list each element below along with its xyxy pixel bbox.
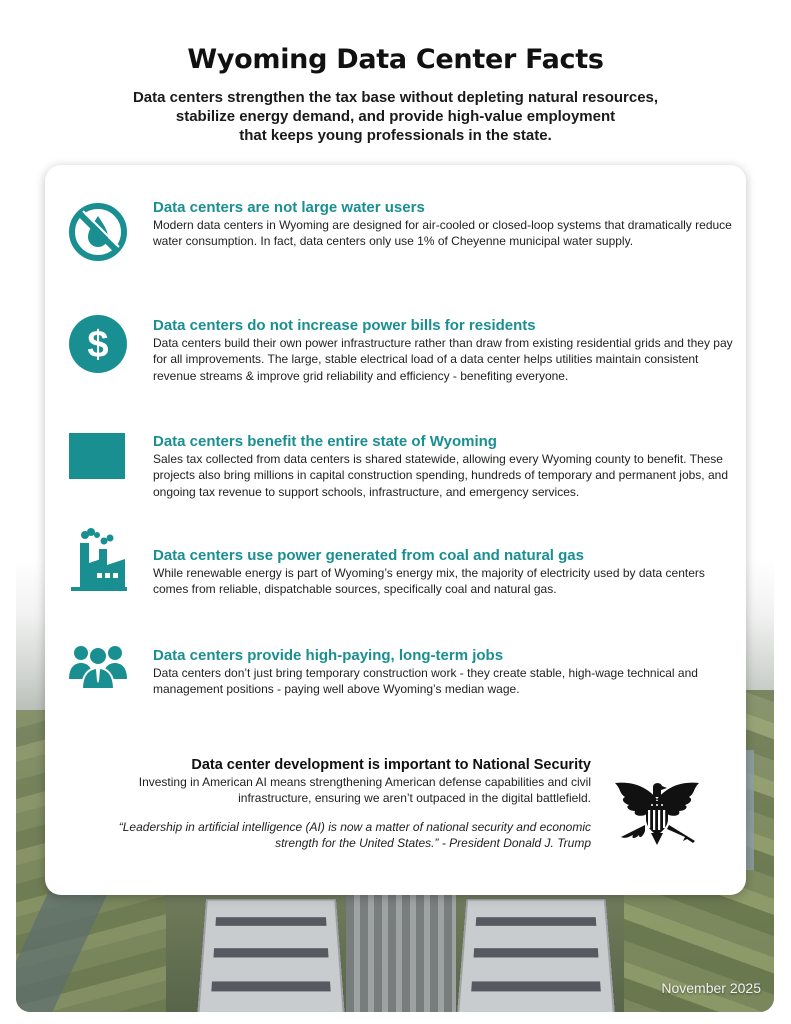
national-security-heading: Data center development is important to National Security [191,757,591,773]
no-water-icon [67,201,129,263]
fact-body: Sales tax collected from data centers is shared statewide, allowing every Wyoming county to benefit. These projects also bring millions in capital construction spending, hundreds of temporary and permanent jobs, and ongoing tax revenue to support schools, infrastructure, and emergency services. [153,452,728,499]
wyoming-state-icon [67,431,127,481]
eagle-seal-icon [611,777,703,847]
facts-card [45,165,746,895]
fact-heading: Data centers use power generated from coal and natural gas [153,547,584,564]
data-center-building [455,899,618,1012]
national-security-body: Investing in American AI means strengthening American defense capabilities and civil infrastructure, ensuring we aren’t outpaced in the digital battlefield. [138,775,591,805]
dollar-icon [67,313,129,375]
fact-body: While renewable energy is part of Wyoming’s energy mix, the majority of electricity used by data centers comes from reliable, dispatchable sources, specifically coal and natural gas. [153,566,705,597]
fact-heading: Data centers benefit the entire state of Wyoming [153,433,497,450]
presidential-quote: “Leadership in artificial intelligence (AI) is now a matter of national security and economic strength for the United States.” - President Donald J. Trump [118,820,591,850]
data-center-building [195,899,347,1012]
publication-date: November 2025 [661,980,761,996]
page-title: Wyoming Data Center Facts [187,44,604,75]
fact-body: Data centers don’t just bring temporary construction work - they create stable, high-wage technical and management positions - paying well above Wyoming’s median wage. [153,666,698,697]
svg-text:$: $ [87,324,109,366]
fact-heading: Data centers provide high-paying, long-term jobs [153,647,504,664]
fact-body: Data centers build their own power infrastructure rather than draw from existing residential grids and they pay for all improvements. The large, stable electrical load of a data center helps utilities maintain consistent revenue streams & improve grid reliability and efficiency - benefiting everyone. [153,336,733,383]
intro-text: Data centers strengthen the tax base without depleting natural resources, stabilize energy demand, and provide high-value employment that keeps young professionals in the state. [132,89,659,144]
fact-body: Modern data centers in Wyoming are designed for air-cooled or closed-loop systems that dramatically reduce water consumption. In fact, data centers only use 1% of Cheyenne municipal water supply. [153,218,732,249]
workers-icon [67,641,129,691]
national-security-section [71,757,591,851]
fact-heading: Data centers do not increase power bills for residents [153,317,536,334]
fact-heading: Data centers are not large water users [153,199,425,216]
power-plant-icon [67,527,129,593]
